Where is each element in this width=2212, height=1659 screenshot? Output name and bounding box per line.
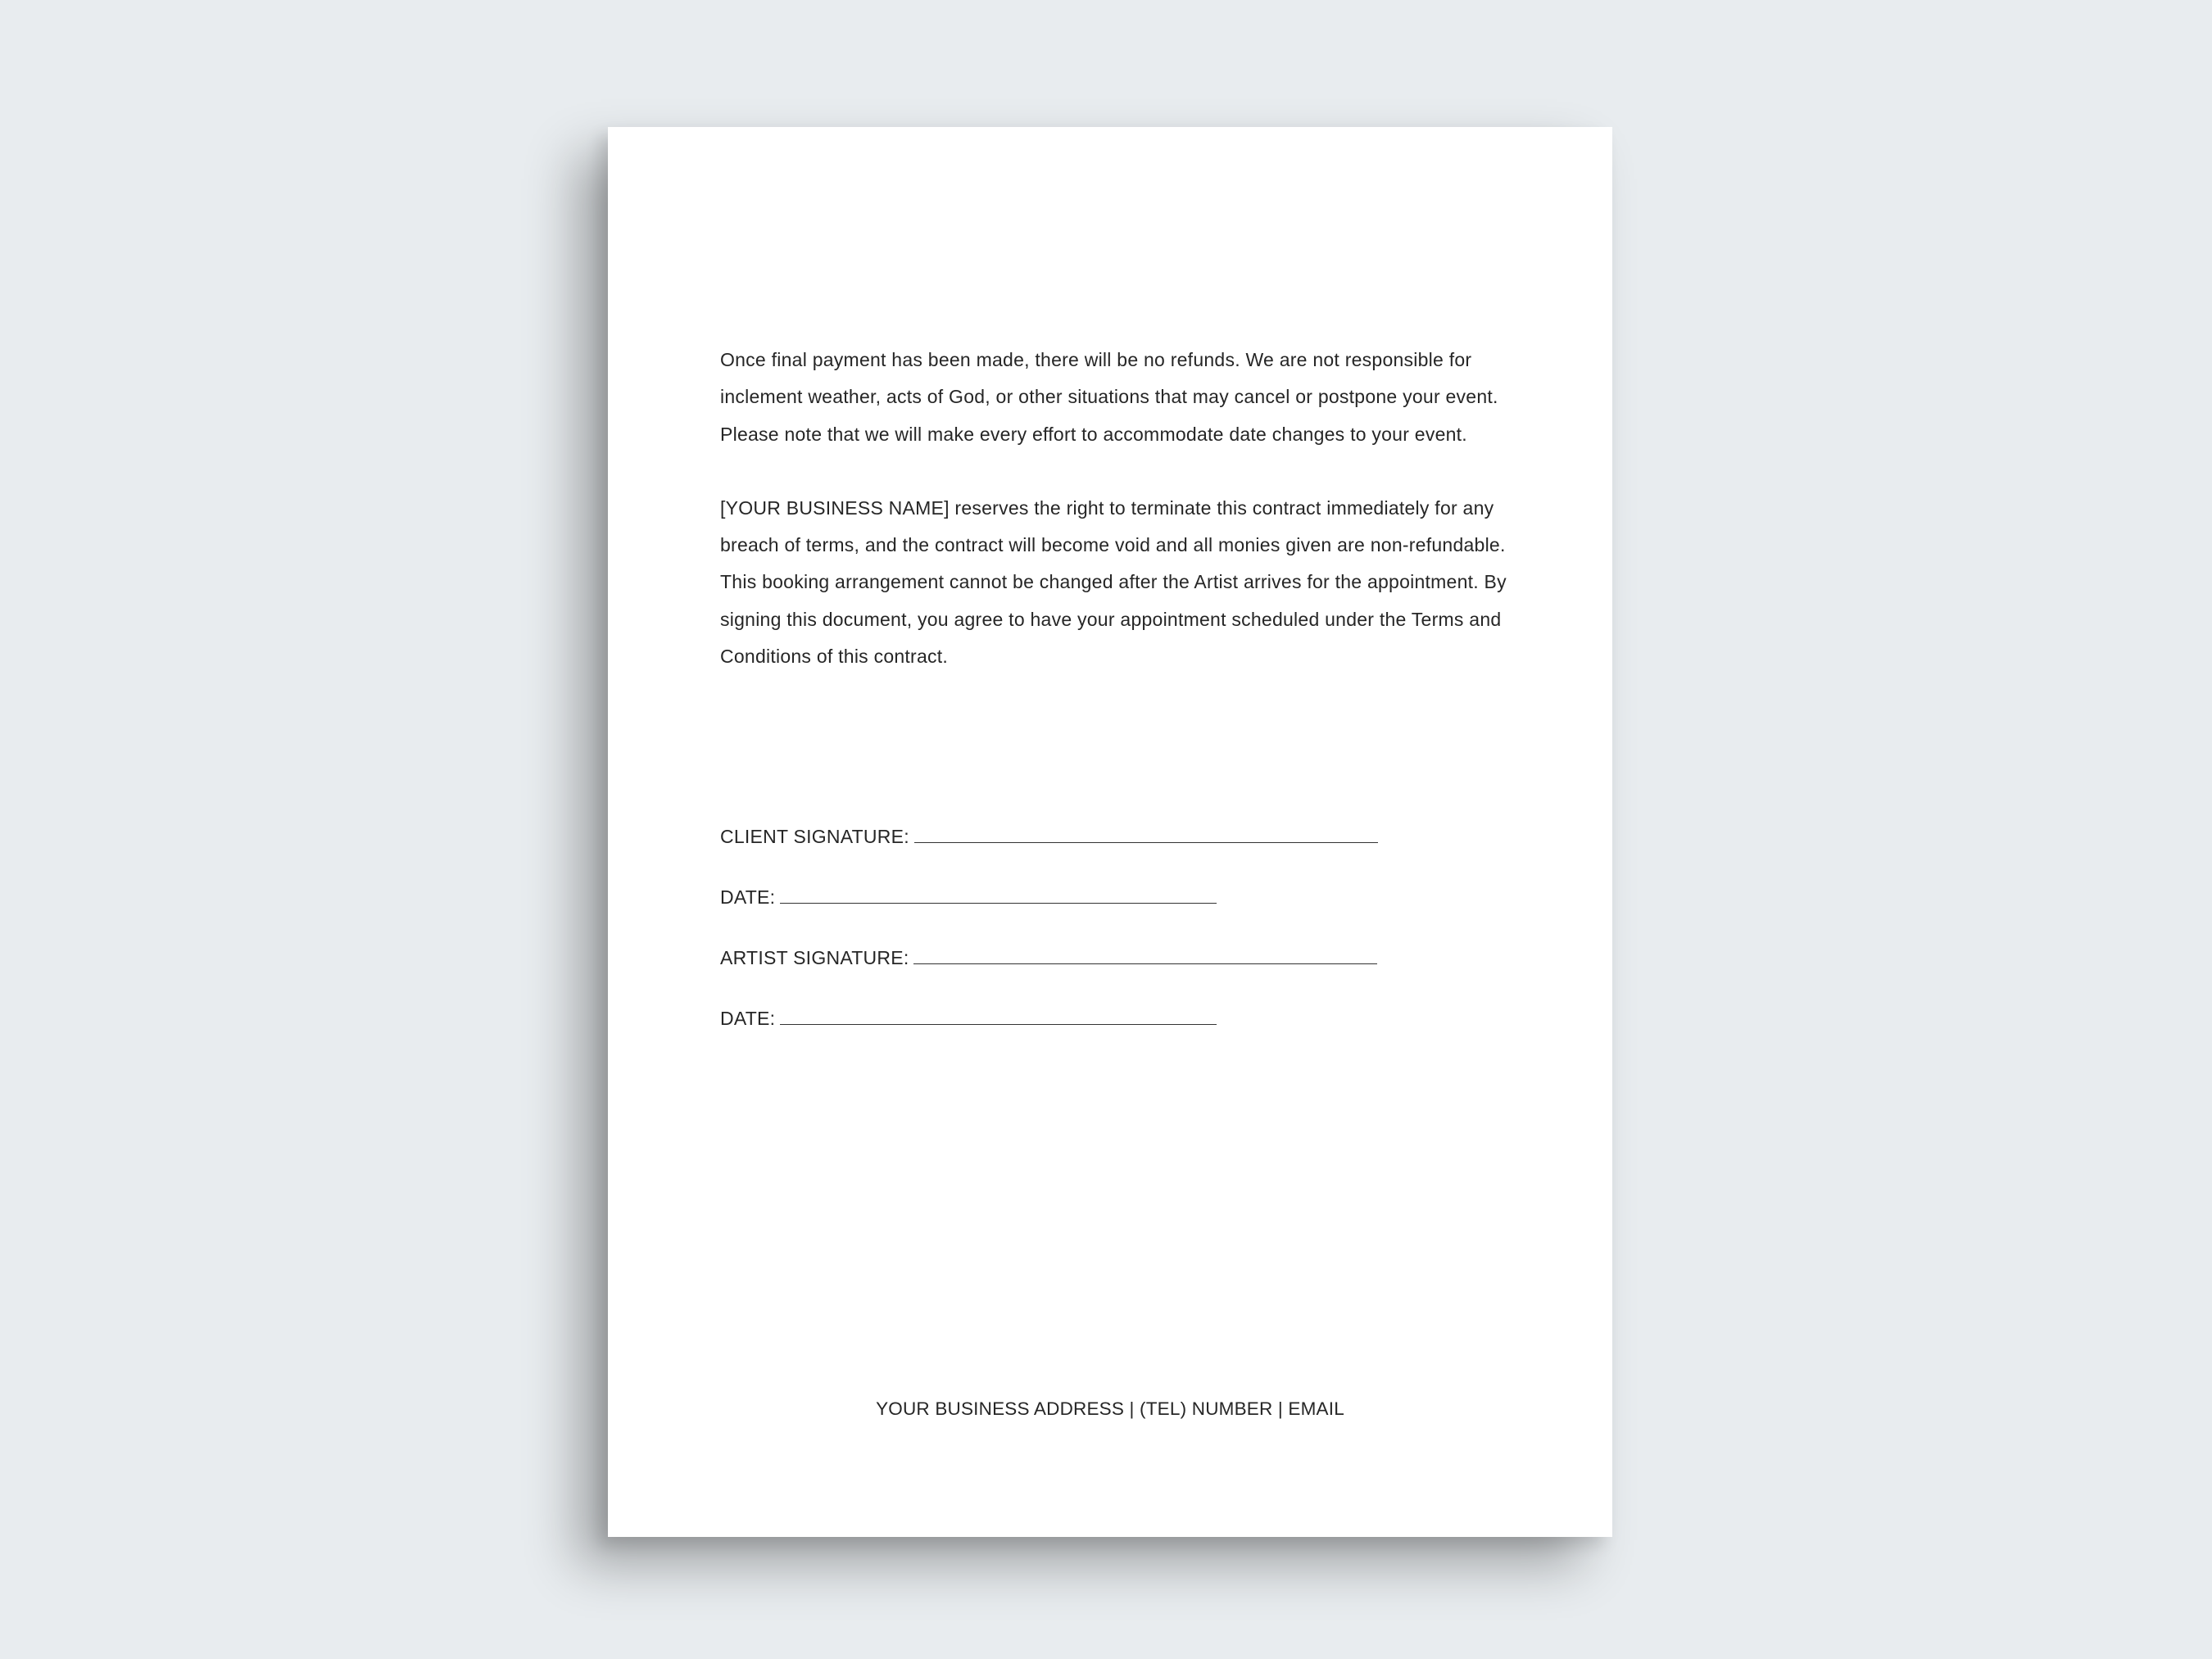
client-date-label: DATE: bbox=[720, 886, 776, 908]
client-signature-label: CLIENT SIGNATURE: bbox=[720, 826, 909, 847]
business-contact-footer: YOUR BUSINESS ADDRESS | (TEL) NUMBER | EMAIL bbox=[876, 1398, 1344, 1419]
signature-block bbox=[720, 826, 1507, 1032]
artist-date-label: DATE: bbox=[720, 1008, 776, 1029]
termination-paragraph: [YOUR BUSINESS NAME] reserves the right to terminate this contract immediately for any breach of terms, and the contract will become void and all monies given are non-refundable. bbox=[720, 496, 1506, 556]
refund-policy-paragraph: Once final payment has been made, there will be no refunds. We are not responsible for inclement weather, acts of God, or other situations that may cancel or postpone your event. Please note that we will make every effort to accommodate date changes to your event. bbox=[720, 349, 1498, 445]
contract-terms bbox=[720, 342, 1507, 675]
artist-date-line bbox=[720, 972, 1507, 1032]
artist-signature-label: ARTIST SIGNATURE: bbox=[720, 947, 909, 968]
client-signature-field[interactable] bbox=[914, 841, 1378, 843]
booking-arrangement-paragraph: This booking arrangement cannot be changed after the Artist arrives for the appointment. By signing this document, you agree to have your appointment scheduled under the Terms and Conditions of this contract. bbox=[720, 571, 1507, 668]
client-date-field[interactable] bbox=[780, 902, 1217, 904]
artist-date-field[interactable] bbox=[780, 1023, 1217, 1025]
client-date-line bbox=[720, 850, 1507, 911]
artist-signature-line bbox=[720, 911, 1507, 972]
paragraph-spacer bbox=[720, 453, 1507, 490]
client-signature-line bbox=[720, 826, 1507, 850]
artist-signature-field[interactable] bbox=[913, 963, 1377, 964]
document-page bbox=[608, 127, 1612, 1537]
